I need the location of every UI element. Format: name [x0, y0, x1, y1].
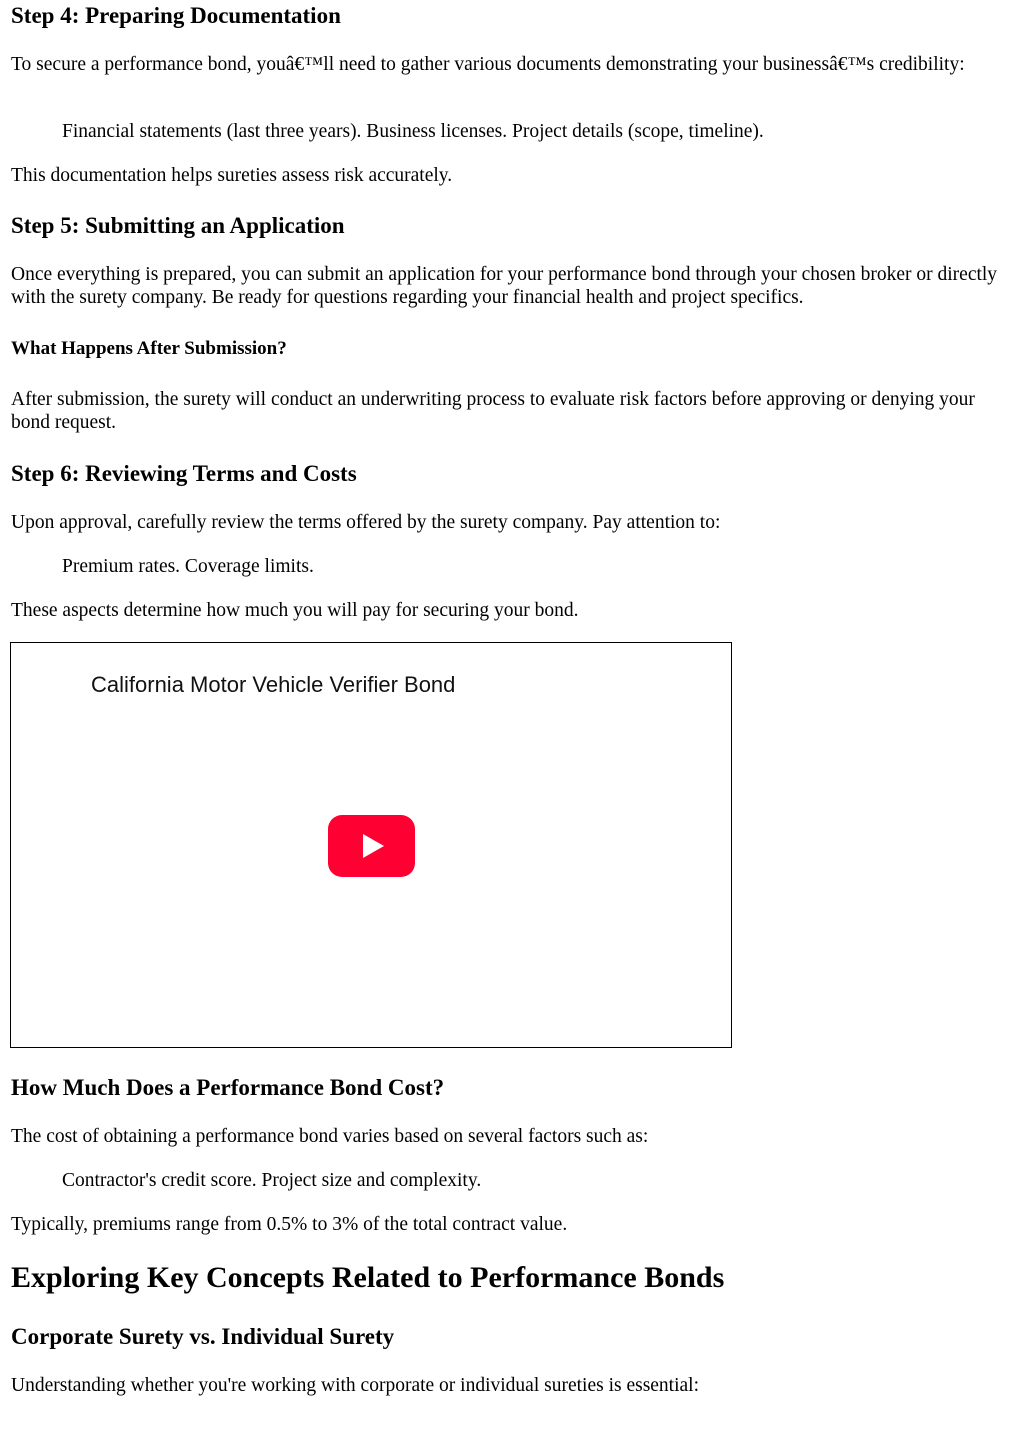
cost-factors-list: Contractor's credit score. Project size and complexity.: [62, 1170, 482, 1191]
step4-document-list: Financial statements (last three years). Business licenses. Project details (scope, timeline).: [62, 121, 764, 142]
cost-outro: Typically, premiums range from 0.5% to 3% of the total contract value.: [11, 1214, 568, 1235]
key-concepts-subheading: Corporate Surety vs. Individual Surety: [11, 1324, 395, 1349]
step6-terms-list: Premium rates. Coverage limits.: [62, 556, 314, 577]
key-concepts-body: Understanding whether you're working with corporate or individual sureties is essential:: [11, 1375, 700, 1396]
step5-body: Once everything is prepared, you can submit an application for your performance bond through your chosen broker or directly with the surety company. Be ready for questions regarding your financial health and project specifics.: [11, 264, 998, 308]
video-title[interactable]: California Motor Vehicle Verifier Bond: [91, 672, 456, 697]
step5-heading: Step 5: Submitting an Application: [11, 213, 345, 238]
step4-heading: Step 4: Preparing Documentation: [11, 3, 341, 28]
step6-heading: Step 6: Reviewing Terms and Costs: [11, 461, 357, 486]
key-concepts-heading: Exploring Key Concepts Related to Performance Bonds: [11, 1261, 725, 1294]
cost-heading: How Much Does a Performance Bond Cost?: [11, 1075, 445, 1100]
cost-intro: The cost of obtaining a performance bond varies based on several factors such as:: [11, 1126, 649, 1147]
step5-subheading: What Happens After Submission?: [11, 338, 287, 359]
youtube-play-icon[interactable]: [328, 815, 415, 877]
step5-sub-body: After submission, the surety will conduct an underwriting process to evaluate risk factors before approving or denying your bond request.: [11, 389, 975, 433]
step4-outro: This documentation helps sureties assess risk accurately.: [11, 165, 453, 186]
step6-outro: These aspects determine how much you will pay for securing your bond.: [11, 600, 579, 621]
step6-intro: Upon approval, carefully review the terms offered by the surety company. Pay attention to:: [11, 512, 721, 533]
step4-intro: To secure a performance bond, youâ€™ll need to gather various documents demonstrating your businessâ€™s credibility:: [11, 54, 965, 75]
video-embed[interactable]: [10, 642, 732, 1048]
